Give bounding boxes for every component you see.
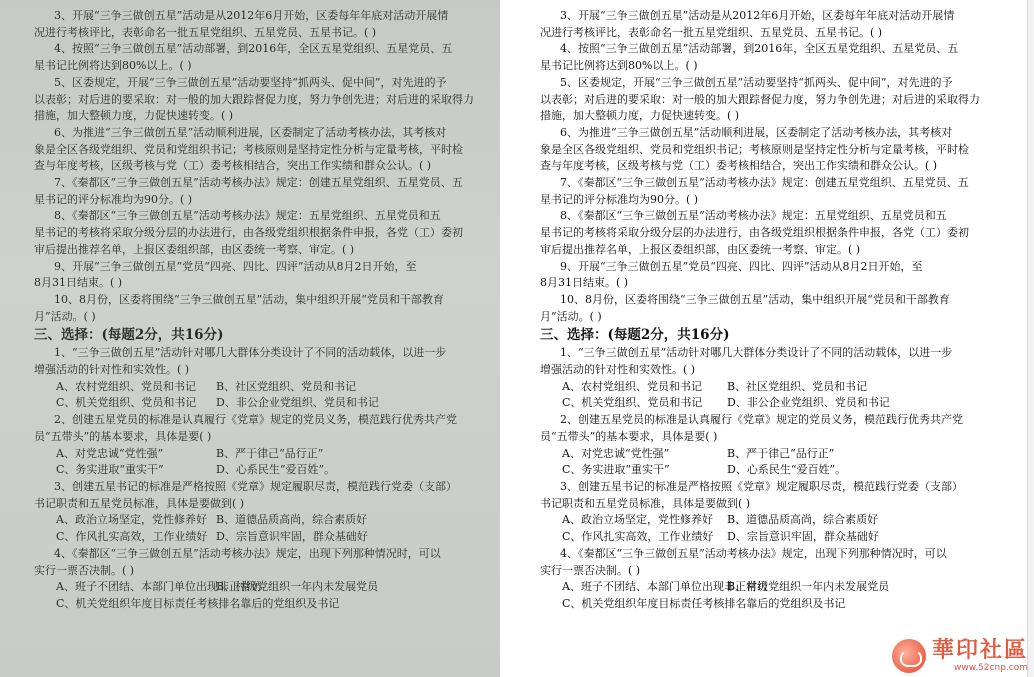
option-choice: A、政治立场坚定，党性修养好: [562, 513, 713, 527]
true-false-line: 象是全区各级党组织、党员和党组织书记；考核原则是坚持定性分析与定量考核，平时检: [540, 142, 969, 156]
question-stem: 员“五带头”的基本要求，具体是要( ): [540, 429, 718, 443]
option-choice: C、务实进取“重实干”: [56, 463, 164, 477]
option-choice: C、机关党组织、党员和书记: [562, 396, 703, 410]
true-false-line: 星书记比例将达到80%以上。( ): [540, 59, 698, 73]
option-choice: D、宗旨意识牢固，群众基础好: [727, 530, 879, 544]
watermark-text: [932, 639, 1028, 673]
true-false-line: 5、区委规定，开展“三争三做创五星”活动要坚持“抓两头、促中间”，对先进的予: [54, 75, 447, 89]
option-row: [540, 512, 1024, 529]
option-choice: A、农村党组织、党员和书记: [562, 379, 702, 393]
true-false-line: 9、开展“三争三做创五星”党员“四亮、四比、四评”活动从8月2日开始，至: [560, 259, 923, 273]
option-row: [540, 579, 1024, 596]
option-choice: C、务实进取“重实干”: [562, 463, 670, 477]
option-row: [34, 379, 490, 396]
option-row: [540, 395, 1024, 412]
question-stem: 3、创建五星书记的标准是严格按照《党章》规定履职尽责，模范践行党委（支部）: [560, 479, 963, 493]
option-choice: C、作风扎实高效，工作业绩好: [56, 530, 208, 544]
option-row: [34, 395, 490, 412]
option-choice: B、村级党组织一年内未发展党员: [216, 580, 379, 594]
watermark-url: www.52cnp.com: [953, 663, 1028, 673]
option-row: [540, 379, 1024, 396]
true-false-line: 星书记的考核将采取分级分层的办法进行，由各级党组织根据条件申报，各党（工）委初: [34, 226, 463, 240]
page-edge-strip: [1027, 0, 1034, 677]
true-false-line: 10、8月份，区委将围绕“三争三做创五星”活动，集中组织开展“党员和干部教育: [54, 292, 444, 306]
true-false-line: 9、开展“三争三做创五星”党员“四亮、四比、四评”活动从8月2日开始，至: [54, 259, 417, 273]
true-false-line: 星书记的评分标准均为90分。( ): [540, 192, 699, 206]
true-false-line: 6、为推进“三争三做创五星”活动顺利进展，区委制定了活动考核办法，其考核对: [560, 125, 953, 139]
option-choice: A、农村党组织、党员和书记: [56, 379, 196, 393]
question-stem: 书记职责和五星党员标准，具体是要做到( ): [34, 496, 245, 510]
option-choice: C、机关党组织、党员和书记: [56, 396, 197, 410]
option-choice: D、非公企业党组织、党员和书记: [727, 396, 890, 410]
true-false-line: 查与年度考核，区级考核与党（工）委考核相结合，突出工作实绩和群众公认。( ): [34, 159, 432, 173]
option-row: [540, 446, 1024, 463]
option-row: [34, 596, 490, 613]
true-false-line: 5、区委规定，开展“三争三做创五星”活动要坚持“抓两头、促中间”，对先进的予: [560, 75, 953, 89]
left-page-scan: [0, 0, 500, 677]
true-false-line: 8月31日结束。( ): [34, 276, 123, 290]
question-stem: 书记职责和五星党员标准，具体是要做到( ): [540, 496, 751, 510]
true-false-line: 3、开展“三争三做创五星”活动是从2012年6月开始，区委每年年底对活动开展情: [560, 9, 955, 22]
option-row: [34, 462, 490, 479]
option-choice: C、作风扎实高效，工作业绩好: [562, 530, 714, 544]
true-false-line: 3、开展“三争三做创五星”活动是从2012年6月开始，区委每年年底对活动开展情: [54, 9, 449, 22]
true-false-line: 星书记比例将达到80%以上。( ): [34, 59, 192, 73]
option-choice: B、社区党组织、党员和书记: [727, 379, 868, 393]
option-choice: B、社区党组织、党员和书记: [216, 379, 357, 393]
true-false-line: 月”活动。( ): [540, 309, 602, 323]
option-choice: B、道德品质高尚，综合素质好: [727, 513, 879, 527]
option-row: [34, 512, 490, 529]
option-row: [34, 529, 490, 546]
true-false-line: 8月31日结束。( ): [540, 276, 629, 290]
option-choice: A、对党忠诚“党性强”: [56, 446, 164, 460]
option-choice: A、政治立场坚定，党性修养好: [56, 513, 207, 527]
question-stem: 4、《秦都区“三争三做创五星”活动考核办法》规定，出现下列那种情况时，可以: [560, 546, 947, 560]
true-false-line: 象是全区各级党组织、党员和党组织书记；考核原则是坚持定性分析与定量考核，平时检: [34, 142, 463, 156]
option-row: [540, 462, 1024, 479]
option-choice: B、村级党组织一年内未发展党员: [727, 580, 890, 594]
section-title: 三、选择：(每题2分，共16分): [34, 327, 224, 344]
true-false-line: 查与年度考核，区级考核与党（工）委考核相结合，突出工作实绩和群众公认。( ): [540, 159, 938, 173]
option-row: [540, 529, 1024, 546]
watermark-logo-icon: [892, 639, 926, 673]
option-choice: D、心系民生“爱百姓”。: [727, 463, 847, 477]
true-false-line: 7、《秦都区“三争三做创五星”活动考核办法》规定：创建五星党组织、五星党员、五: [54, 176, 463, 190]
option-choice: D、心系民生“爱百姓”。: [216, 463, 336, 477]
true-false-line: 审后提出推荐名单，上报区委组织部，由区委统一考察、审定。( ): [34, 242, 355, 256]
option-choice: A、对党忠诚“党性强”: [562, 446, 670, 460]
true-false-line: 星书记的考核将采取分级分层的办法进行，由各级党组织根据条件申报，各党（工）委初: [540, 226, 969, 240]
question-stem: 增强活动的针对性和实效性。( ): [34, 363, 190, 377]
true-false-line: 星书记的评分标准均为90分。( ): [34, 192, 193, 206]
option-choice: C、机关党组织年度目标责任考核排名靠后的党组织及书记: [56, 596, 340, 610]
true-false-line: 况进行考核评比，表彰命名一批五星党组织、五星党员、五星书记。( ): [540, 25, 883, 39]
true-false-line: 8、《秦都区“三争三做创五星”活动考核办法》规定：五星党组织、五星党员和五: [560, 209, 947, 223]
option-choice: D、非公企业党组织、党员和书记: [216, 396, 379, 410]
question-stem: 实行一票否决制。( ): [540, 563, 641, 577]
question-stem: 实行一票否决制。( ): [34, 563, 135, 577]
right-page-scan: [500, 0, 1034, 677]
true-false-line: 措施，加大整顿力度，力促快速转变。( ): [540, 109, 740, 123]
option-choice: C、机关党组织年度目标责任考核排名靠后的党组织及书记: [562, 596, 846, 610]
true-false-line: 况进行考核评比，表彰命名一批五星党组织、五星党员、五星书记。( ): [34, 25, 377, 39]
option-row: [540, 596, 1024, 613]
watermark-main: 華印社區: [931, 638, 1028, 663]
true-false-line: 7、《秦都区“三争三做创五星”活动考核办法》规定：创建五星党组织、五星党员、五: [560, 176, 969, 190]
question-stem: 2、创建五星党员的标准是认真履行《党章》规定的党员义务，模范践行优秀共产党: [54, 413, 457, 427]
true-false-line: 措施，加大整顿力度，力促快速转变。( ): [34, 109, 234, 123]
true-false-line: 6、为推进“三争三做创五星”活动顺利进展，区委制定了活动考核办法，其考核对: [54, 125, 447, 139]
section-title: 三、选择：(每题2分，共16分): [540, 327, 730, 344]
true-false-line: 4、按照“三争三做创五星”活动部署，到2016年，全区五星党组织、五星党员、五: [560, 42, 959, 56]
option-row: [34, 579, 490, 596]
option-choice: B、严于律己“品行正”: [727, 446, 835, 460]
question-stem: 4、《秦都区“三争三做创五星”活动考核办法》规定，出现下列那种情况时，可以: [54, 546, 441, 560]
option-choice: A、班子不团结、本部门单位出现非正常访: [562, 580, 768, 594]
true-false-line: 以表彰；对后进的要采取：对一般的加大跟踪督促力度，努力争创先进；对后进的采取得力: [34, 92, 474, 106]
question-stem: 增强活动的针对性和实效性。( ): [540, 363, 696, 377]
true-false-line: 月”活动。( ): [34, 309, 96, 323]
true-false-line: 10、8月份，区委将围绕“三争三做创五星”活动，集中组织开展“党员和干部教育: [560, 292, 950, 306]
option-choice: D、宗旨意识牢固，群众基础好: [216, 530, 368, 544]
watermark: [892, 639, 1028, 673]
question-stem: 1、“三争三做创五星”活动针对哪几大群体分类设计了不同的活动载体，以进一步: [54, 346, 447, 360]
question-stem: 1、“三争三做创五星”活动针对哪几大群体分类设计了不同的活动载体，以进一步: [560, 346, 953, 360]
question-stem: 3、创建五星书记的标准是严格按照《党章》规定履职尽责，模范践行党委（支部）: [54, 479, 457, 493]
option-row: [34, 446, 490, 463]
option-choice: B、道德品质高尚，综合素质好: [216, 513, 368, 527]
true-false-line: 8、《秦都区“三争三做创五星”活动考核办法》规定：五星党组织、五星党员和五: [54, 209, 441, 223]
question-stem: 员“五带头”的基本要求，具体是要( ): [34, 429, 212, 443]
true-false-line: 审后提出推荐名单，上报区委组织部，由区委统一考察、审定。( ): [540, 242, 861, 256]
option-choice: A、班子不团结、本部门单位出现非正常访: [56, 580, 262, 594]
true-false-line: 以表彰；对后进的要采取：对一般的加大跟踪督促力度，努力争创先进；对后进的采取得力: [540, 92, 980, 106]
option-choice: B、严于律己“品行正”: [216, 446, 324, 460]
question-stem: 2、创建五星党员的标准是认真履行《党章》规定的党员义务，模范践行优秀共产党: [560, 413, 963, 427]
true-false-line: 4、按照“三争三做创五星”活动部署，到2016年，全区五星党组织、五星党员、五: [54, 42, 453, 56]
